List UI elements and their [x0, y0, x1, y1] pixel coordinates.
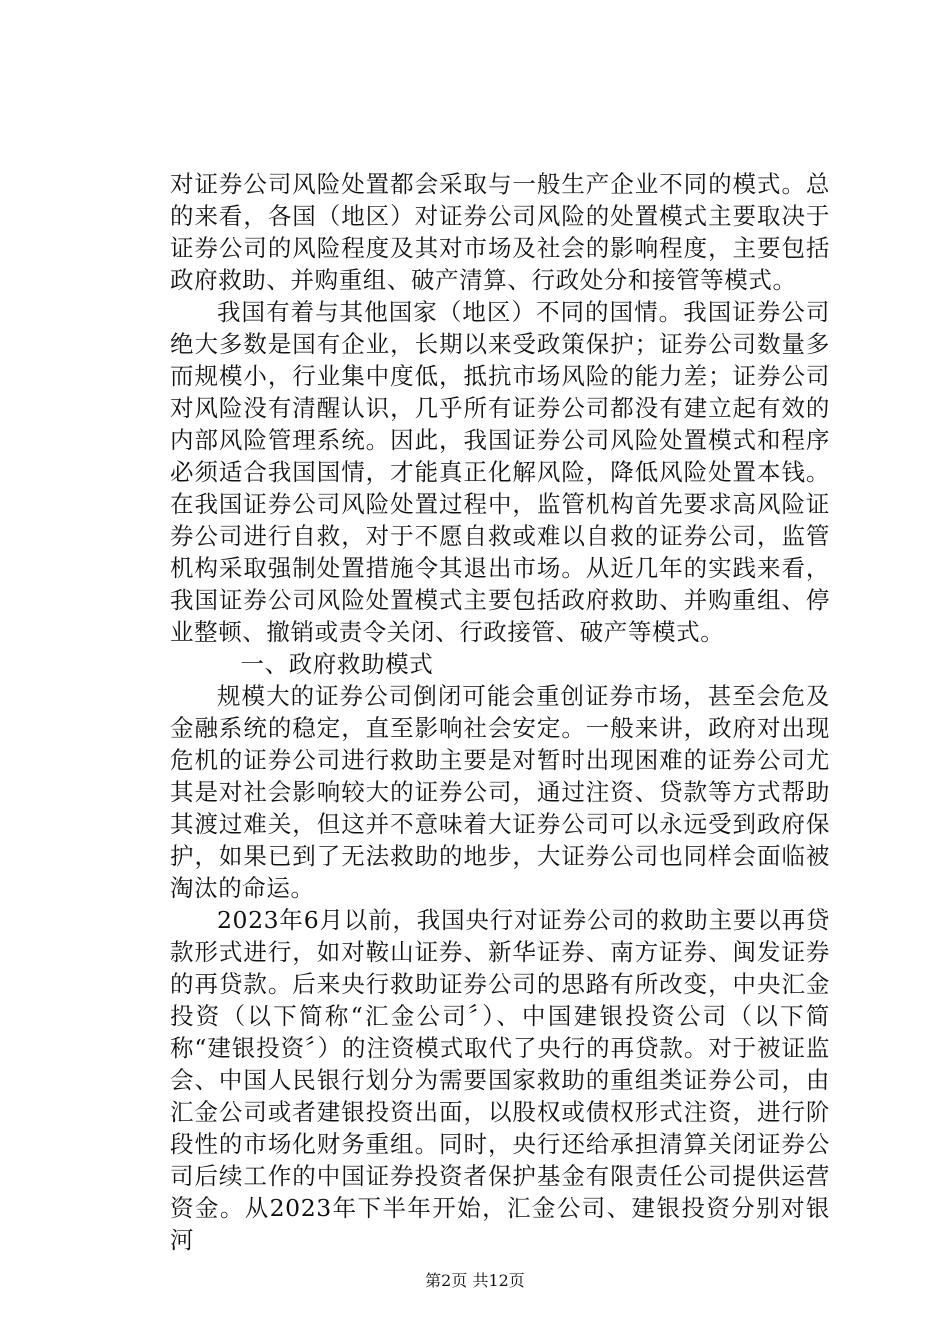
paragraph-continuation: 对证券公司风险处置都会采取与一般生产企业不同的模式。总的来看，各国（地区）对证券公司风险的处置模式主要取决于证券公司的风险程度及其对市场及社会的影响程度，主要包括政府救助、并购重组、破产清算、行政处分和接管等模式。 — [170, 170, 830, 294]
section-heading-government-rescue: 一、政府救助模式 — [240, 650, 434, 678]
paragraph-national-conditions: 我国有着与其他国家（地区）不同的国情。我国证券公司绝大多数是国有企业，长期以来受政策保护；证券公司数量多而规模小，行业集中度低，抵抗市场风险的能力差；证券公司对风险没有清醒认识，几乎所有证券公司都没有建立起有效的内部风险管理系统。因此，我国证券公司风险处置模式和程序必须适合我国国情，才能真正化解风险，降低风险处置本钱。在我国证券公司风险处置过程中，监管机构首先要求高风险证券公司进行自救，对于不愿自救或难以自救的证券公司，监管机构采取强制处置措施令其退出市场。从近几年的实践来看，我国证券公司风险处置模式主要包括政府救助、并购重组、停业整顿、撤销或责令关闭、行政接管、破产等模式。 — [170, 298, 830, 646]
paragraph-central-bank-rescue: 2023年6月以前，我国央行对证券公司的救助主要以再贷款形式进行，如对鞍山证券、新华证券、南方证券、闽发证券的再贷款。后来央行救助证券公司的思路有所改变，中央汇金投资（以下简称“汇金公司〞）、中国建银投资公司（以下简称“建银投资〞）的注资模式取代了央行的再贷款。对于被证监会、中国人民银行划分为需要国家救助的重组类证券公司，由汇金公司或者建银投资出面，以股权或债权形式注资，进行阶段性的市场化财务重组。同时，央行还给承担清算关闭证券公司后续工作的中国证券投资者保护基金有限责任公司提供运营资金。从2023年下半年开始，汇金公司、建银投资分别对银河 — [170, 906, 830, 1254]
document-body — [170, 168, 830, 1256]
page-number-footer: 第2页 共12页 — [425, 1271, 525, 1290]
paragraph-large-firm-failure: 规模大的证券公司倒闭可能会重创证券市场，甚至会危及金融系统的稳定，直至影响社会安定。一般来讲，政府对出现危机的证券公司进行救助主要是对暂时出现困难的证券公司尤其是对社会影响较大的证券公司，通过注资、贷款等方式帮助其渡过难关，但这并不意味着大证券公司可以永远受到政府保护，如果已到了无法救助的地步，大证券公司也同样会面临被淘汰的命运。 — [170, 682, 830, 902]
